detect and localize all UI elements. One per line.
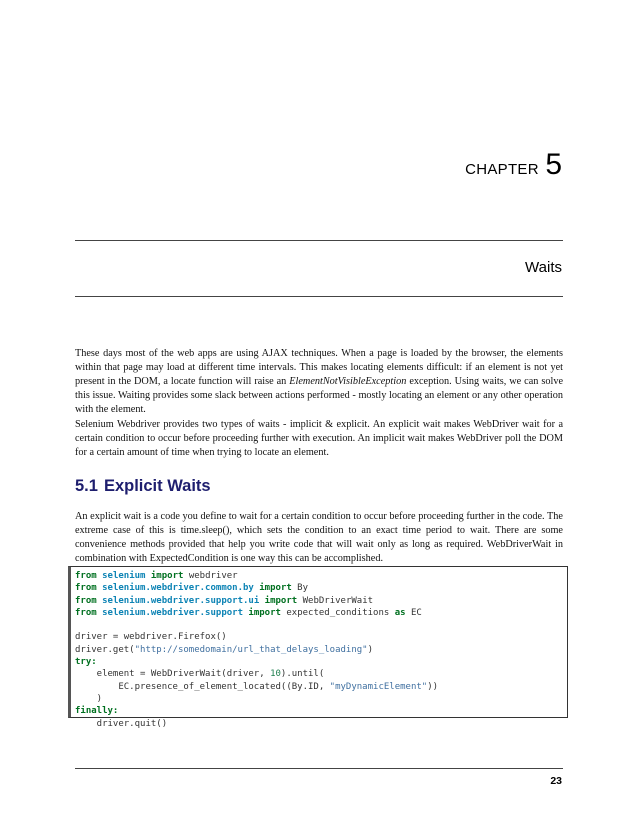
chapter-rule-top: [75, 240, 563, 241]
code-line: EC.presence_of_element_located((By.ID, "myDynamicElement")): [75, 681, 439, 692]
chapter-label: CHAPTER: [465, 161, 539, 178]
chapter-rule-bottom: [75, 296, 563, 297]
code-line: driver.quit(): [75, 718, 168, 729]
code-line: from selenium.webdriver.support.ui import WebDriverWait: [75, 595, 374, 606]
footer-rule: [75, 768, 563, 769]
page-number: 23: [550, 775, 562, 787]
chapter-heading: [465, 148, 562, 182]
code-line: from selenium import webdriver: [75, 571, 238, 581]
code-block: [75, 570, 438, 730]
code-line: from selenium.webdriver.support import expected_conditions as EC: [75, 607, 422, 618]
section-heading: [75, 477, 211, 496]
section-paragraph: An explicit wait is a code you define to wait for a certain condition to occur before proceeding further in the code. The extreme case of this is time.sleep(), which sets the condition to an exact time period to wait. There are some convenience methods provided that help you write code that will wait only as long as required. WebDriverWait in combination with ExpectedCondition is one way this can be accomplished.: [75, 511, 563, 564]
code-line: driver.get("http://somedomain/url_that_delays_loading"): [75, 644, 374, 655]
code-line: from selenium.webdriver.common.by import By: [75, 583, 309, 594]
code-line: element = WebDriverWait(driver, 10).until(: [75, 669, 325, 680]
code-line: driver = webdriver.Firefox(): [75, 632, 227, 643]
intro-paragraph-1: These days most of the web apps are using AJAX techniques. When a page is loaded by the browser, the elements within that page may load at different time intervals. This makes locating elements difficult: if an element is not yet present in the DOM, a locate function will raise an ElementNotVisibleException exception. Using waits, we can solve this issue. Waiting provides some slack between actions performed - mostly locating an element or any other operation with the element.: [75, 348, 563, 415]
intro-paragraph-2: Selenium Webdriver provides two types of waits - implicit & explicit. An explicit wait makes WebDriver wait for a certain condition to occur before proceeding further with execution. An implicit wait makes WebDriver poll the DOM for a certain amount of time when trying to locate an element.: [75, 419, 563, 458]
code-line: try:: [75, 657, 97, 668]
section-number: 5.1: [75, 477, 98, 495]
code-line: finally:: [75, 706, 119, 717]
chapter-number: 5: [545, 148, 562, 181]
code-line: ): [75, 693, 103, 704]
chapter-title: Waits: [525, 259, 562, 276]
section-title: Explicit Waits: [103, 477, 211, 495]
exception-name: ElementNotVisibleException: [289, 376, 407, 387]
